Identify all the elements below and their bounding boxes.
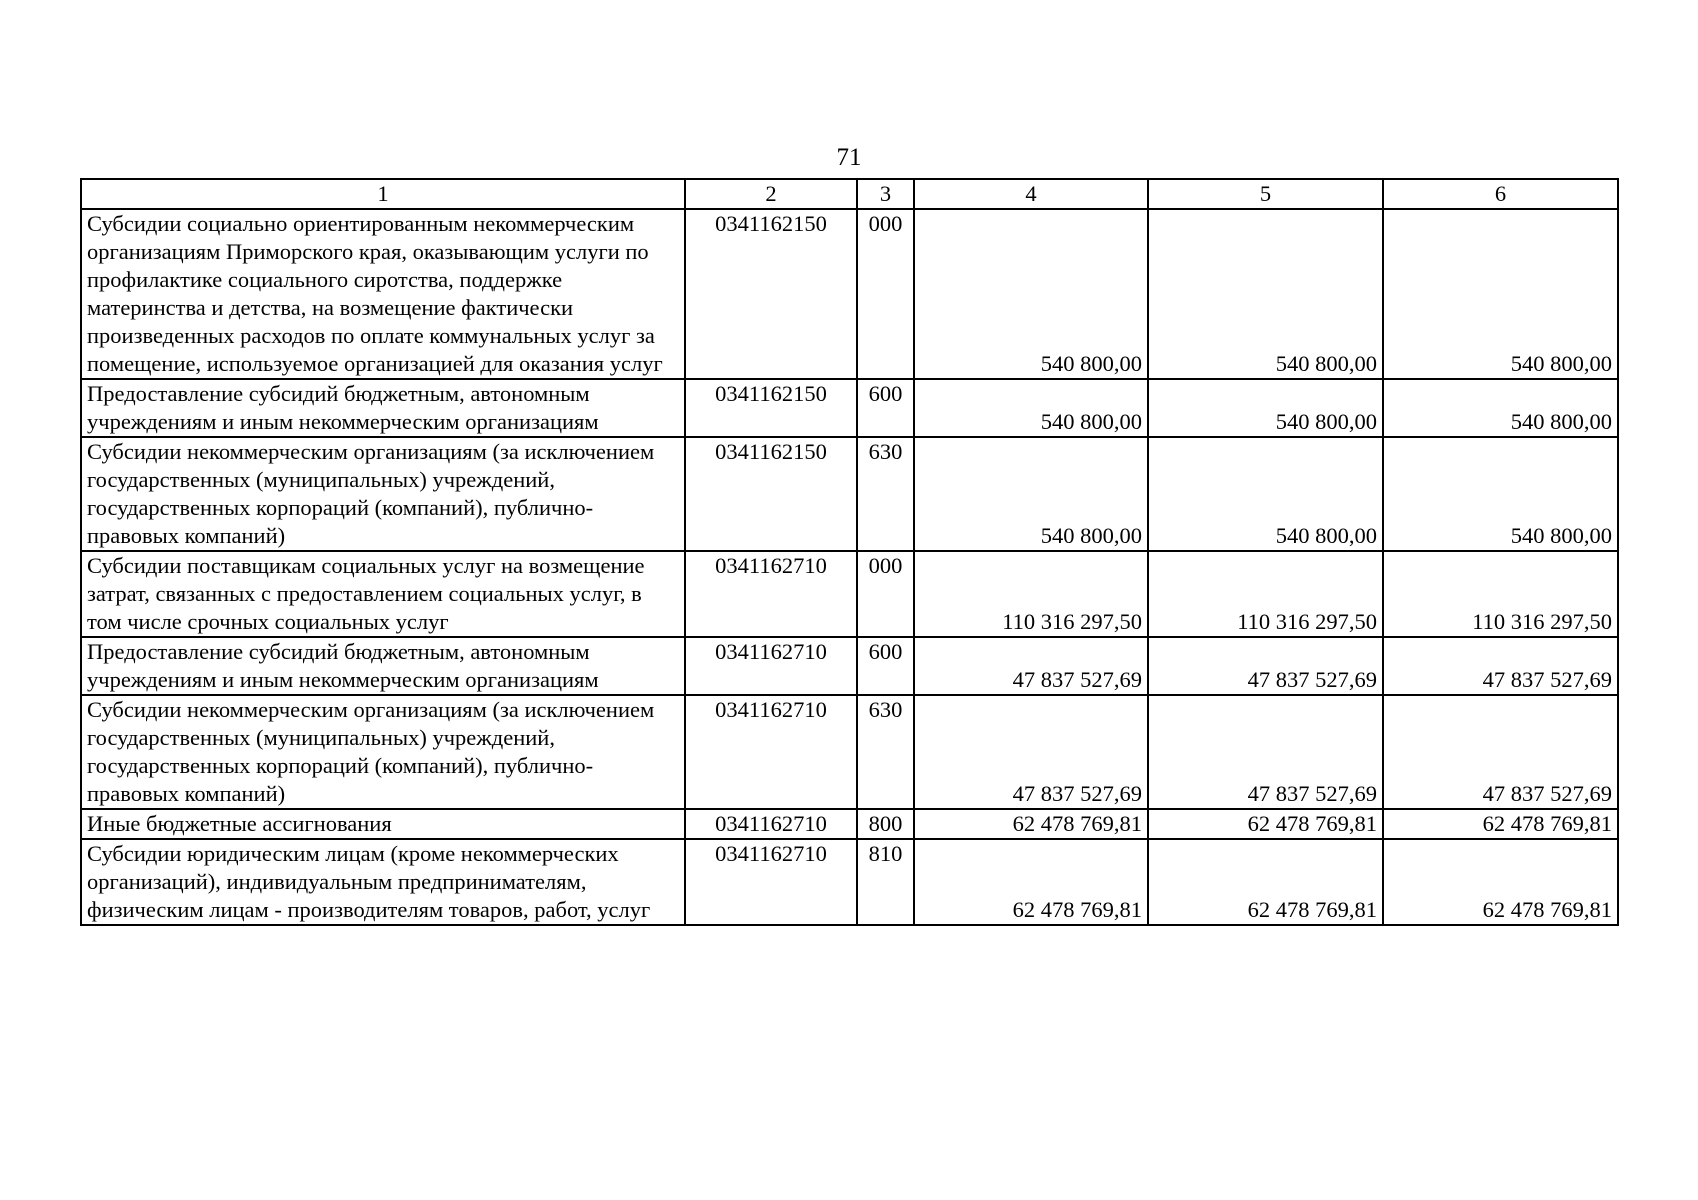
row-name: Субсидии поставщикам социальных услуг на возмещение затрат, связанных с предоставлением социальных услуг, в том числе срочных социальных услуг [81,551,685,637]
row-name: Предоставление субсидий бюджетным, автономным учреждениям и иным некоммерческим организациям [81,637,685,695]
row-amount-col6: 47 837 527,69 [1383,637,1618,695]
row-amount-col4: 47 837 527,69 [914,695,1148,809]
row-expense-type: 810 [857,839,914,925]
row-amount-col5: 540 800,00 [1148,209,1383,379]
row-name: Предоставление субсидий бюджетным, автономным учреждениям и иным некоммерческим организациям [81,379,685,437]
row-name: Иные бюджетные ассигнования [81,809,685,839]
row-expense-type: 800 [857,809,914,839]
row-amount-col5: 110 316 297,50 [1148,551,1383,637]
row-amount-col6: 62 478 769,81 [1383,809,1618,839]
row-expense-type: 600 [857,637,914,695]
row-amount-col4: 540 800,00 [914,379,1148,437]
table-row [81,809,1618,839]
row-expense-type: 000 [857,209,914,379]
row-expense-type: 630 [857,695,914,809]
column-header-6: 6 [1383,179,1618,209]
row-amount-col6: 110 316 297,50 [1383,551,1618,637]
table-header-row [81,179,1618,209]
row-amount-col5: 540 800,00 [1148,379,1383,437]
row-target-code: 0341162150 [685,379,857,437]
row-amount-col5: 62 478 769,81 [1148,809,1383,839]
row-name: Субсидии социально ориентированным некоммерческим организациям Приморского края, оказывающим услуги по профилактике социального сиротства, поддержке материнства и детства, на возмещение фактически произведенных расходов по оплате коммунальных услуг за помещение, используемое организацией для оказания услуг [81,209,685,379]
row-expense-type: 600 [857,379,914,437]
row-target-code: 0341162710 [685,695,857,809]
row-amount-col6: 62 478 769,81 [1383,839,1618,925]
row-amount-col4: 47 837 527,69 [914,637,1148,695]
row-name: Субсидии некоммерческим организациям (за исключением государственных (муниципальных) учреждений, государственных корпораций (компаний), публично-правовых компаний) [81,695,685,809]
row-amount-col5: 62 478 769,81 [1148,839,1383,925]
table-row [81,637,1618,695]
row-target-code: 0341162710 [685,809,857,839]
page-number: 71 [836,144,862,171]
table-row [81,551,1618,637]
row-amount-col5: 47 837 527,69 [1148,637,1383,695]
row-amount-col6: 540 800,00 [1383,209,1618,379]
table-row [81,209,1618,379]
row-target-code: 0341162710 [685,839,857,925]
column-header-2: 2 [685,179,857,209]
row-amount-col4: 540 800,00 [914,437,1148,551]
row-amount-col6: 47 837 527,69 [1383,695,1618,809]
row-amount-col6: 540 800,00 [1383,379,1618,437]
row-amount-col5: 540 800,00 [1148,437,1383,551]
row-amount-col5: 47 837 527,69 [1148,695,1383,809]
column-header-1: 1 [81,179,685,209]
table-row [81,839,1618,925]
row-amount-col6: 540 800,00 [1383,437,1618,551]
row-target-code: 0341162150 [685,437,857,551]
row-amount-col4: 62 478 769,81 [914,809,1148,839]
row-amount-col4: 62 478 769,81 [914,839,1148,925]
row-name: Субсидии юридическим лицам (кроме некоммерческих организаций), индивидуальным предпринимателям, физическим лицам - производителям товаров, работ, услуг [81,839,685,925]
row-target-code: 0341162150 [685,209,857,379]
row-target-code: 0341162710 [685,637,857,695]
table-row [81,695,1618,809]
table-row [81,437,1618,551]
row-target-code: 0341162710 [685,551,857,637]
row-name: Субсидии некоммерческим организациям (за исключением государственных (муниципальных) учреждений, государственных корпораций (компаний), публично-правовых компаний) [81,437,685,551]
column-header-4: 4 [914,179,1148,209]
budget-table [80,178,1619,926]
column-header-5: 5 [1148,179,1383,209]
row-expense-type: 630 [857,437,914,551]
row-amount-col4: 110 316 297,50 [914,551,1148,637]
column-header-3: 3 [857,179,914,209]
row-amount-col4: 540 800,00 [914,209,1148,379]
row-expense-type: 000 [857,551,914,637]
table-row [81,379,1618,437]
